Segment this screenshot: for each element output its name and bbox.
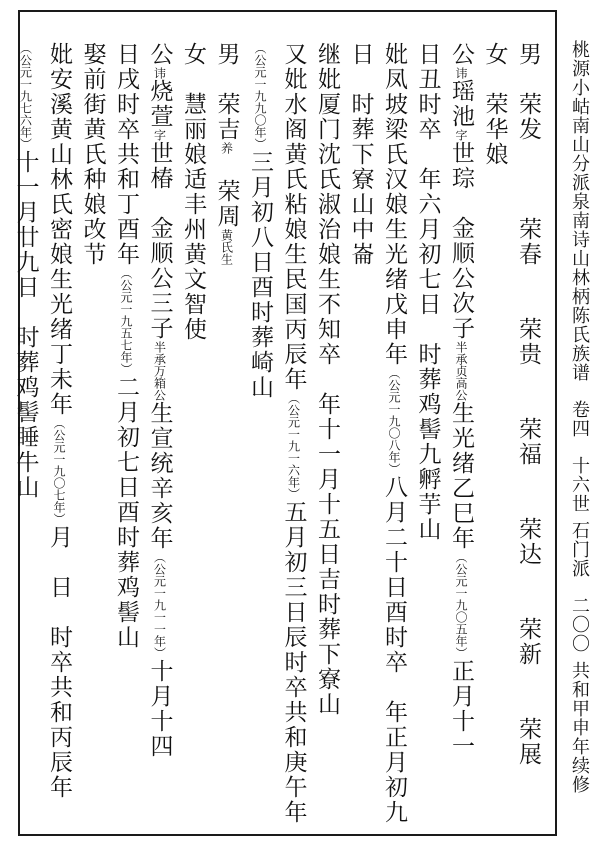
annotation-text: （公元一九一一年） [152,551,167,659]
column-text: 男 荣发 荣春 荣贵 荣福 荣达 荣新 荣展 [515,42,541,767]
column-text: 男 荣吉 [213,42,240,142]
column-text: 又妣水阁黄氏粘娘生民国丙辰年 [280,42,307,392]
column-text: 日丑时卒 年六月初七日 时葬鸡髻九孵芋山 [414,42,441,542]
column-text: 瑶池 [448,79,474,129]
text-column [114,42,137,650]
text-column [349,42,372,267]
text-column [315,42,338,717]
text-column [516,42,539,767]
text-column [449,42,472,759]
column-text: 娶前街黄氏种娘改节 [79,42,106,267]
column-text: 烧萱 [146,79,173,129]
column-text: 世琮 金顺公次子 [448,141,474,341]
column-text: 三月初八日酉时葬崎山 [247,150,273,400]
column-text: 生宣统辛亥年 [146,401,173,551]
annotation-text: （公元一九〇八年） [387,367,401,475]
text-column [148,42,171,759]
margin-page-number: 二〇〇 [569,596,590,653]
margin-volume: 卷四 [569,400,590,438]
text-column [14,42,37,500]
text-column [181,42,204,342]
margin-title: 桃源小岵南山分派泉南诗山林柄陈氏族谱 [569,40,590,382]
annotation-text: （公元一九〇七年） [52,417,66,525]
column-text: 二月初七日酉时葬鸡髻山 [113,375,139,650]
column-text: 十月十四 [146,659,173,759]
column-text: 荣周 [213,154,240,229]
column-text: 女 慧丽娘适丰州黄文智使 [180,42,206,342]
text-column [47,42,70,800]
annotation-text: 黄氏生 [219,229,234,265]
column-text: 生光绪乙巳年 [448,401,474,551]
text-column [81,42,104,267]
annotation-text: 字 [152,129,167,141]
column-text: 五月初三日辰时卒共和庚午年 [280,500,307,825]
text-column [215,42,238,265]
margin-branch: 石门派 [569,521,590,578]
column-text: 妣安溪黄山林氏密娘生光绪丁未年 [46,42,72,417]
text-column [382,42,405,825]
annotation-text: （公元一九〇五年） [454,551,468,659]
margin-generation: 十六世 [569,456,590,513]
column-text: 女 荣华娘 [481,42,508,167]
text-column [483,42,506,167]
column-text: 妣凤坡梁氏汉娘生光绪戊申年 [381,42,407,367]
annotation-text: （公元一九一六年） [286,392,301,500]
column-text: 公 [448,42,474,67]
column-text: 继妣厦门沈氏淑治娘生不知卒 年十一月十五日吉时葬下寮山 [314,42,340,717]
annotation-text: （公元一九五七年） [119,267,133,375]
margin-edition: 共和甲申年续修 [569,661,590,794]
annotation-text: 讳 [152,67,167,79]
column-text: 八月二十日酉时卒 年正月初九 [381,475,407,825]
page-frame [12,10,557,836]
annotation-text: 半承贞高公 [454,341,468,401]
column-text: 十一月廿九日 时葬鸡髻睡牛山 [12,150,39,500]
column-text: 公 [146,42,173,67]
column-text: 月 日 时卒共和丙辰年 [46,525,72,800]
column-text: 日戌时卒共和丁酉年 [113,42,139,267]
annotation-text: 讳 [454,67,468,79]
column-text: 日 时葬下寮山中崙 [347,42,374,267]
text-column [248,42,271,400]
annotation-text: 半承万箱公 [152,341,167,401]
column-text: 正月十一 [448,659,474,759]
annotation-text: （公元一九九〇年） [253,42,267,150]
text-column [282,42,305,825]
annotation-text: 字 [454,129,468,141]
column-text: 世椿 金顺公三子 [146,141,173,341]
annotation-text: （公元一九七六年） [18,42,33,150]
annotation-text: 养 [219,142,234,154]
text-column [416,42,439,542]
margin-header [570,40,588,794]
